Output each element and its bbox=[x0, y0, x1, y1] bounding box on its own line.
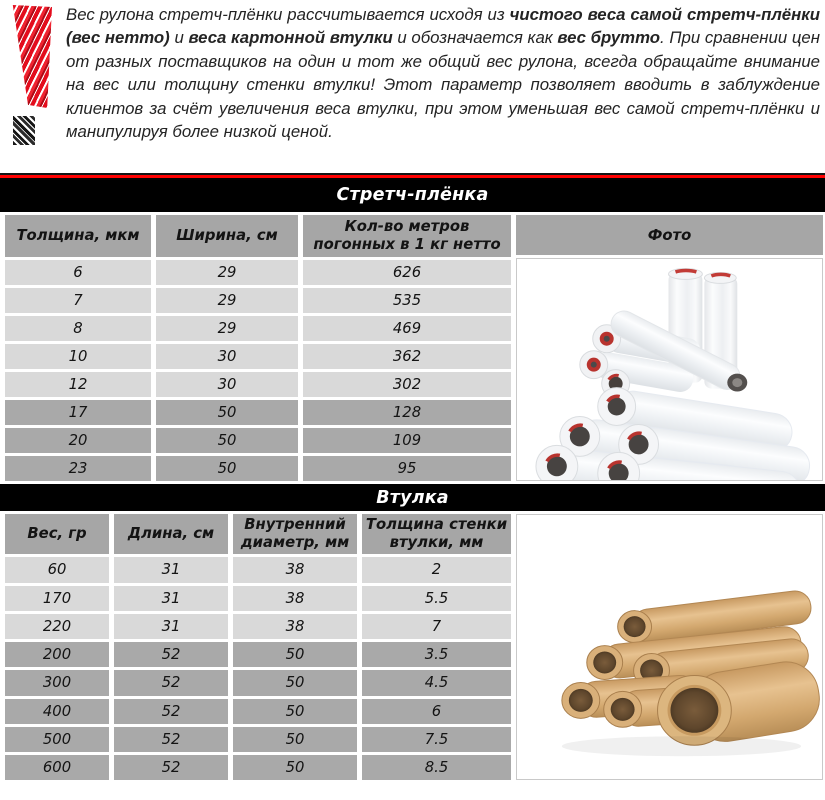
table-row bbox=[5, 755, 511, 780]
table-cell: 4.5 bbox=[362, 670, 511, 695]
table-cell: 7.5 bbox=[362, 727, 511, 752]
table-row bbox=[5, 699, 511, 724]
intro-text-segment: . При сравнении цен от разных поставщиков на один и тот же общий вес рулона, всегда обращайте внимание на вес или толщину стенки втулки! Этот параметр позволяет вводить в заблуждение клиентов за счёт увеличения веса втулки, при этом уменьшая вес самой стретч-плёнки и манипулируя более низкой ценой. bbox=[66, 28, 820, 142]
table-row bbox=[5, 288, 511, 313]
table-cell: 30 bbox=[156, 372, 298, 397]
table-row bbox=[5, 316, 511, 341]
core-table bbox=[0, 511, 516, 783]
table-row bbox=[5, 557, 511, 582]
table-cell: 535 bbox=[303, 288, 511, 313]
film-photo-panel bbox=[516, 215, 823, 481]
exclamation-dot-icon bbox=[13, 116, 35, 145]
table-cell: 626 bbox=[303, 260, 511, 285]
table-cell: 29 bbox=[156, 260, 298, 285]
table-row bbox=[5, 372, 511, 397]
table-cell: 50 bbox=[233, 699, 357, 724]
film-table-title: Стретч-плёнка bbox=[0, 178, 825, 212]
table-cell: 50 bbox=[156, 456, 298, 481]
table-cell: 38 bbox=[233, 586, 357, 611]
table-cell: 50 bbox=[233, 642, 357, 667]
column-header-width: Ширина, см bbox=[156, 215, 298, 257]
table-row bbox=[5, 344, 511, 369]
table-cell: 31 bbox=[114, 614, 228, 639]
table-cell: 109 bbox=[303, 428, 511, 453]
cardboard-tubes-illustration bbox=[517, 515, 822, 779]
intro-text-segment: и обозначается как bbox=[392, 28, 558, 48]
table-cell: 31 bbox=[114, 586, 228, 611]
table-cell: 7 bbox=[362, 614, 511, 639]
intro-text-bold: чистого веса самой стретч-плёнки (вес нетто) bbox=[66, 5, 820, 48]
table-cell: 52 bbox=[114, 642, 228, 667]
table-cell: 3.5 bbox=[362, 642, 511, 667]
table-cell: 10 bbox=[5, 344, 151, 369]
table-cell: 8.5 bbox=[362, 755, 511, 780]
table-row bbox=[5, 670, 511, 695]
table-cell: 200 bbox=[5, 642, 109, 667]
table-cell: 50 bbox=[156, 400, 298, 425]
table-cell: 23 bbox=[5, 456, 151, 481]
table-cell: 95 bbox=[303, 456, 511, 481]
column-header-wall-thickness: Толщина стенки втулки, мм bbox=[362, 514, 511, 554]
table-cell: 220 bbox=[5, 614, 109, 639]
table-cell: 52 bbox=[114, 727, 228, 752]
column-header-photo: Фото bbox=[516, 215, 823, 255]
table-cell: 6 bbox=[5, 260, 151, 285]
core-table-title: Втулка bbox=[0, 484, 825, 511]
table-cell: 400 bbox=[5, 699, 109, 724]
film-table-header-row bbox=[5, 215, 511, 257]
table-cell: 52 bbox=[114, 670, 228, 695]
table-cell: 600 bbox=[5, 755, 109, 780]
exclamation-mark-icon bbox=[8, 3, 66, 173]
table-cell: 50 bbox=[233, 755, 357, 780]
exclamation-bar-icon bbox=[12, 5, 52, 108]
table-cell: 8 bbox=[5, 316, 151, 341]
intro-text-bold: вес брутто bbox=[557, 28, 661, 48]
core-photo-panel bbox=[516, 514, 823, 780]
intro-text-segment: и bbox=[169, 28, 189, 48]
table-cell: 29 bbox=[156, 288, 298, 313]
table-row bbox=[5, 614, 511, 639]
column-header-weight: Вес, гр bbox=[5, 514, 109, 554]
table-cell: 7 bbox=[5, 288, 151, 313]
column-header-inner-diameter: Внутренний диаметр, мм bbox=[233, 514, 357, 554]
table-cell: 17 bbox=[5, 400, 151, 425]
core-table-area bbox=[0, 511, 825, 783]
table-row bbox=[5, 727, 511, 752]
column-header-length: Длина, см bbox=[114, 514, 228, 554]
table-cell: 2 bbox=[362, 557, 511, 582]
table-cell: 362 bbox=[303, 344, 511, 369]
column-header-meters: Кол-во метров погонных в 1 кг нетто bbox=[303, 215, 511, 257]
table-cell: 50 bbox=[233, 727, 357, 752]
table-cell: 170 bbox=[5, 586, 109, 611]
table-row bbox=[5, 260, 511, 285]
table-cell: 302 bbox=[303, 372, 511, 397]
intro-section bbox=[0, 0, 825, 173]
film-table-section bbox=[0, 173, 825, 484]
table-cell: 20 bbox=[5, 428, 151, 453]
core-table-section bbox=[0, 484, 825, 783]
table-row bbox=[5, 642, 511, 667]
table-cell: 38 bbox=[233, 557, 357, 582]
intro-text-segment: Вес рулона стретч-плёнки рассчитывается исходя из bbox=[66, 5, 510, 24]
table-cell: 38 bbox=[233, 614, 357, 639]
stretch-film-photo bbox=[516, 258, 823, 481]
table-row bbox=[5, 586, 511, 611]
cardboard-tubes-photo bbox=[516, 514, 823, 780]
column-header-thickness: Толщина, мкм bbox=[5, 215, 151, 257]
table-cell: 469 bbox=[303, 316, 511, 341]
table-cell: 52 bbox=[114, 755, 228, 780]
intro-paragraph bbox=[66, 3, 820, 173]
table-cell: 6 bbox=[362, 699, 511, 724]
film-table bbox=[0, 212, 516, 484]
intro-text-bold: веса картонной втулки bbox=[188, 28, 393, 48]
table-cell: 31 bbox=[114, 557, 228, 582]
film-table-area bbox=[0, 212, 825, 484]
core-table-header-row bbox=[5, 514, 511, 554]
table-cell: 500 bbox=[5, 727, 109, 752]
table-cell: 128 bbox=[303, 400, 511, 425]
table-cell: 50 bbox=[233, 670, 357, 695]
table-cell: 300 bbox=[5, 670, 109, 695]
table-row bbox=[5, 456, 511, 481]
table-cell: 50 bbox=[156, 428, 298, 453]
table-cell: 12 bbox=[5, 372, 151, 397]
table-row bbox=[5, 400, 511, 425]
stretch-film-rolls-illustration bbox=[517, 259, 822, 480]
table-cell: 30 bbox=[156, 344, 298, 369]
table-cell: 60 bbox=[5, 557, 109, 582]
table-cell: 5.5 bbox=[362, 586, 511, 611]
table-cell: 52 bbox=[114, 699, 228, 724]
table-cell: 29 bbox=[156, 316, 298, 341]
table-row bbox=[5, 428, 511, 453]
